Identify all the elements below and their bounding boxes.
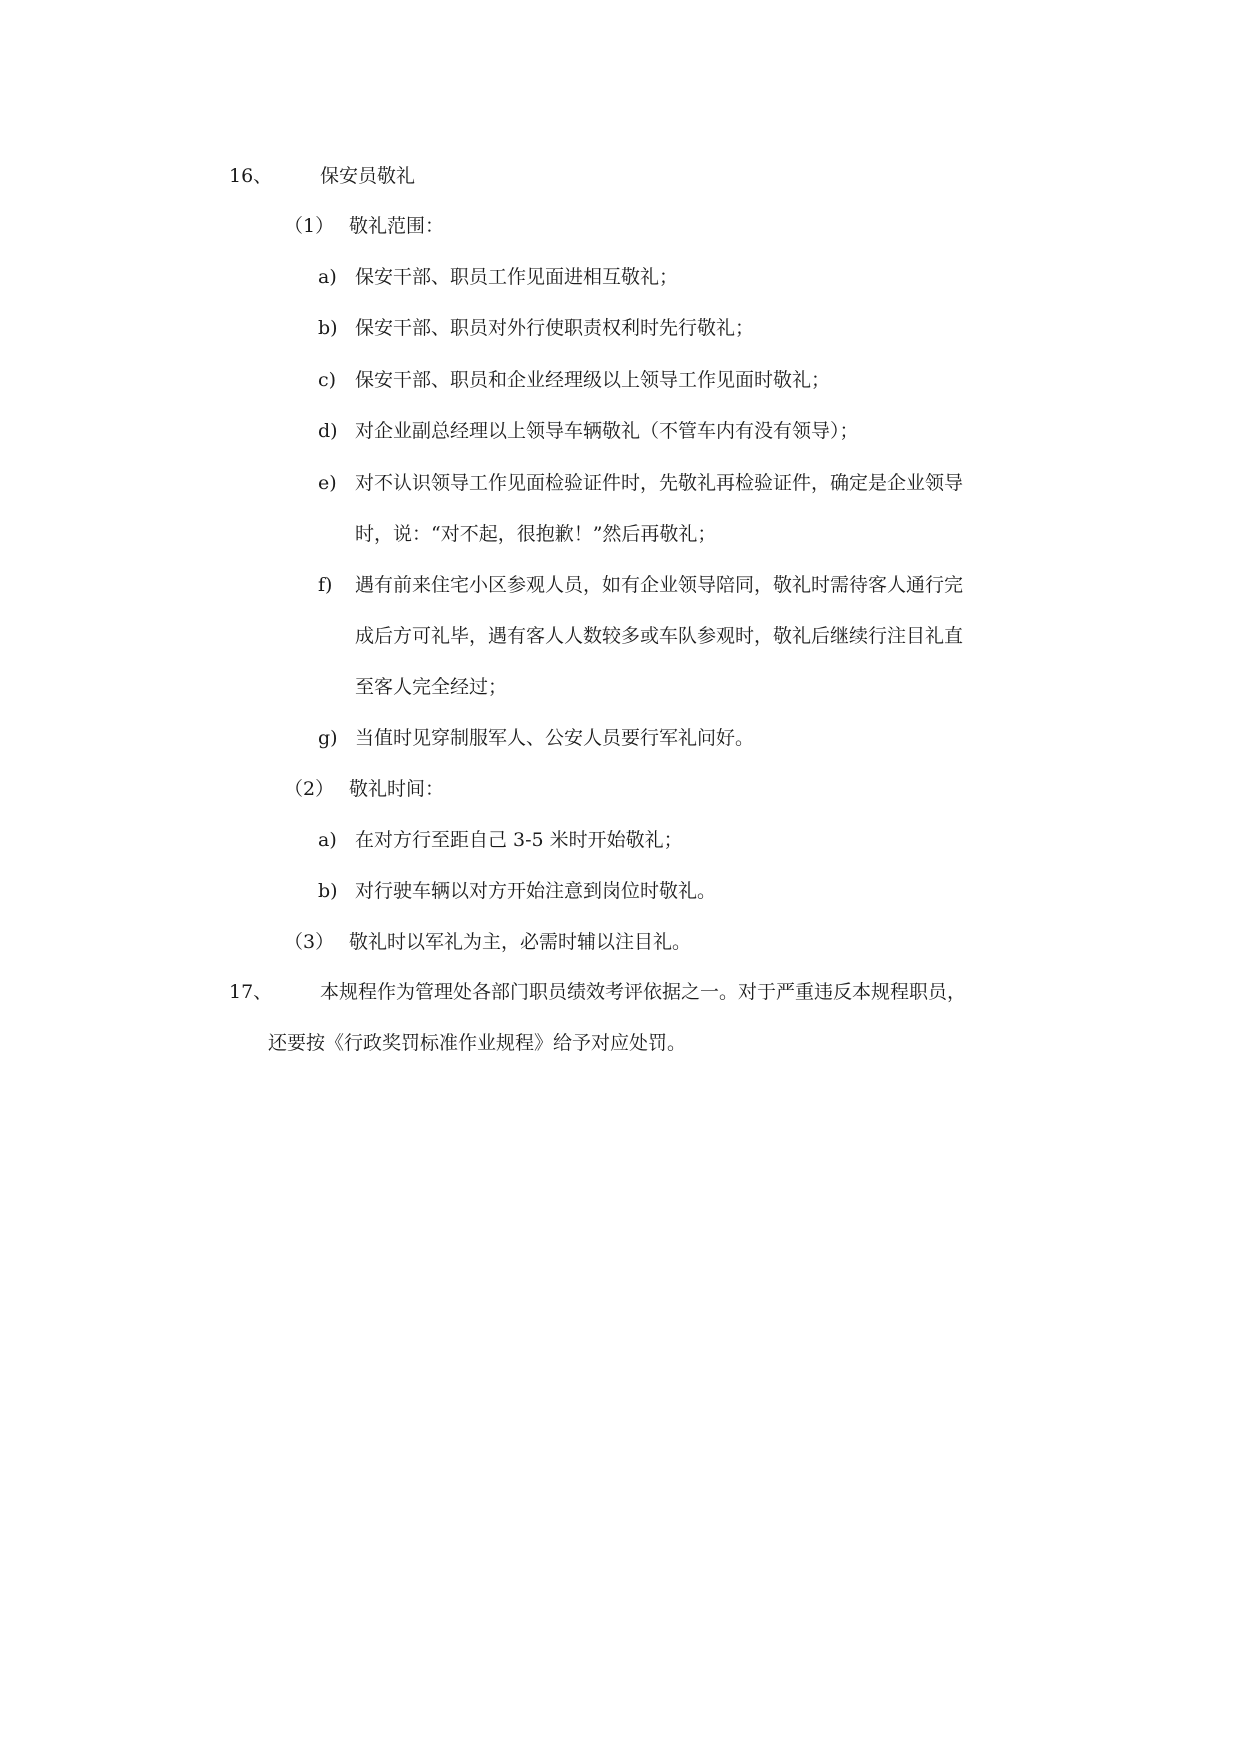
subsection-3-marker: （3） xyxy=(284,931,335,953)
time-item-b-line: 对行驶车辆以对方开始注意到岗位时敬礼。 xyxy=(355,880,717,902)
subsection-3-text: 敬礼时以军礼为主，必需时辅以注目礼。 xyxy=(349,931,692,953)
item-a-line: 保安干部、职员工作见面进相互敬礼； xyxy=(355,266,679,288)
item-b-line: 保安干部、职员对外行使职责权利时先行敬礼； xyxy=(355,317,755,339)
time-item-b-marker: b) xyxy=(318,880,338,902)
subsection-2-marker: （2） xyxy=(284,778,335,800)
subsection-2-title: 敬礼时间： xyxy=(349,778,445,800)
item-e-line-2: 时，说：“对不起，很抱歉！”然后再敬礼； xyxy=(355,523,717,545)
item-d-line: 对企业副总经理以上领导车辆敬礼（不管车内有没有领导）； xyxy=(355,420,859,442)
time-item-a-line: 在对方行至距自己 3-5 米时开始敬礼； xyxy=(355,829,683,851)
section-16-number: 16、 xyxy=(229,165,273,187)
item-g-marker: g) xyxy=(318,727,338,749)
subsection-1-title: 敬礼范围： xyxy=(349,215,445,237)
item-b-marker: b) xyxy=(318,317,338,339)
item-e-marker: e) xyxy=(318,472,337,494)
item-e-line-1: 对不认识领导工作见面检验证件时，先敬礼再检验证件，确定是企业领导 xyxy=(355,472,964,494)
section-17-line-1: 本规程作为管理处各部门职员绩效考评依据之一。对于严重违反本规程职员， xyxy=(320,981,967,1003)
item-a-marker: a) xyxy=(318,266,337,288)
subsection-1-marker: （1） xyxy=(284,215,335,237)
item-f-line-2: 成后方可礼毕，遇有客人人数较多或车队参观时，敬礼后继续行注目礼直 xyxy=(355,625,964,647)
item-d-marker: d) xyxy=(318,420,338,442)
item-g-line: 当值时见穿制服军人、公安人员要行军礼问好。 xyxy=(355,727,755,749)
item-f-line-1: 遇有前来住宅小区参观人员，如有企业领导陪同，敬礼时需待客人通行完 xyxy=(355,574,964,596)
section-16-title: 保安员敬礼 xyxy=(320,165,416,187)
time-item-a-marker: a) xyxy=(318,829,337,851)
item-c-line: 保安干部、职员和企业经理级以上领导工作见面时敬礼； xyxy=(355,369,831,391)
section-17-line-2: 还要按《行政奖罚标准作业规程》给予对应处罚。 xyxy=(268,1032,687,1054)
section-17-number: 17、 xyxy=(229,981,273,1003)
item-c-marker: c) xyxy=(318,369,337,391)
item-f-marker: f) xyxy=(318,574,333,596)
item-f-line-3: 至客人完全经过； xyxy=(355,676,508,698)
